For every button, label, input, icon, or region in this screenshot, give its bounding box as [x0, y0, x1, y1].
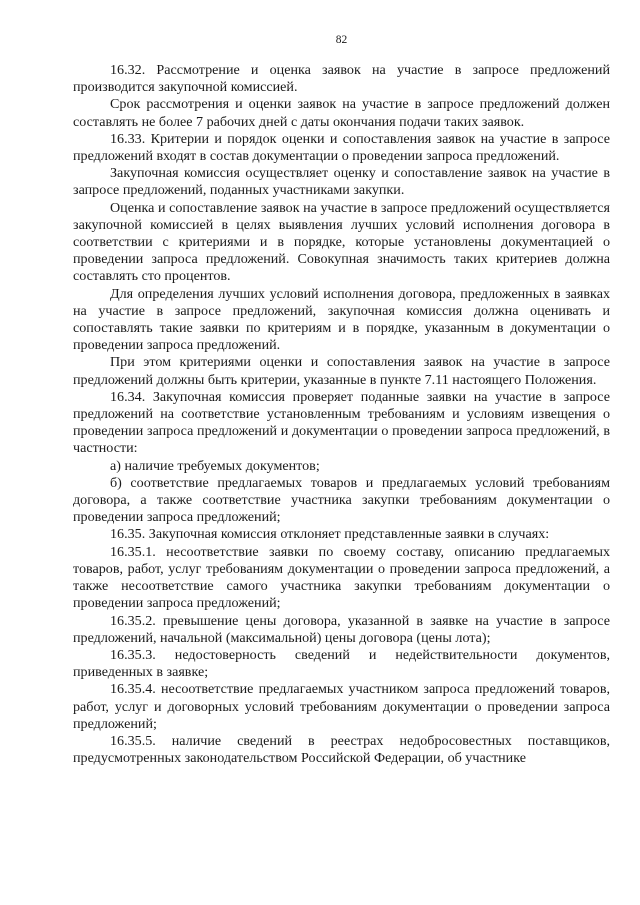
document-body	[73, 62, 610, 767]
page-number: 82	[335, 34, 348, 46]
paragraph-16-35: 16.35. Закупочная комиссия отклоняет представленные заявки в случаях:	[110, 526, 550, 543]
paragraph-evaluation-purpose: Оценка и сопоставление заявок на участие в запросе предложений осуществляется закупочной комиссией в целях выявления лучших условий исполнения договора в соответствии с критериями и в порядке, которые установлены документацией о проведении запроса предложений. Совокупная значимость таких критериев должна составлять сто процентов.	[73, 199, 610, 285]
paragraph-16-34: 16.34. Закупочная комиссия проверяет поданные заявки на участие в запросе предложений на соответствие установленным требованиям и условиям извещения о проведении запроса предложений и документации о проведении запроса предложений, в частности:	[73, 388, 610, 457]
paragraph-16-33: 16.33. Критерии и порядок оценки и сопоставления заявок на участие в запросе предложений входят в состав документации о проведении запроса предложений.	[73, 130, 610, 165]
paragraph-16-35-1: 16.35.1. несоответствие заявки по своему составу, описанию предлагаемых товаров, работ, услуг требованиям документации о проведении запроса предложений, а также несоответствие самого участника закупки требованиям документации о проведении запроса предложений;	[73, 543, 610, 612]
paragraph-commission-evaluates: Закупочная комиссия осуществляет оценку и сопоставление заявок на участие в запросе предложений, поданных участниками закупки.	[73, 165, 610, 199]
paragraph-best-conditions: Для определения лучших условий исполнения договора, предложенных в заявках на участие в запросе предложений, закупочная комиссия должна оценивать и сопоставлять такие заявки по критериям и в порядке, указанным в документации о проведении запроса предложений.	[73, 285, 610, 354]
list-item-a: а) наличие требуемых документов;	[110, 457, 320, 474]
paragraph-16-35-2: 16.35.2. превышение цены договора, указанной в заявке на участие в запросе предложений, начальной (максимальной) цены договора (цены лота);	[73, 612, 610, 646]
list-item-b: б) соответствие предлагаемых товаров и предлагаемых условий требованиям договора, а также соответствие участника закупки требованиям документации о проведении запроса предложений;	[73, 474, 610, 526]
paragraph-review-term: Срок рассмотрения и оценки заявок на участие в запросе предложений должен составлять не более 7 рабочих дней с даты окончания подачи таких заявок.	[73, 96, 610, 130]
paragraph-16-35-3: 16.35.3. недостоверность сведений и недействительности документов, приведенных в заявке;	[73, 646, 610, 681]
paragraph-criteria-reference: При этом критериями оценки и сопоставления заявок на участие в запросе предложений должны быть критерии, указанные в пункте 7.11 настоящего Положения.	[73, 354, 610, 388]
paragraph-16-32: 16.32. Рассмотрение и оценка заявок на участие в запросе предложений производится закупочной комиссией.	[73, 62, 610, 96]
document-page	[73, 0, 610, 905]
paragraph-16-35-4: 16.35.4. несоответствие предлагаемых участником запроса предложений товаров, работ, услуг и договорных условий требованиям документации о проведении запроса предложений;	[73, 681, 610, 732]
paragraph-16-35-5: 16.35.5. наличие сведений в реестрах недобросовестных поставщиков, предусмотренных законодательством Российской Федерации, об участнике	[73, 732, 610, 767]
